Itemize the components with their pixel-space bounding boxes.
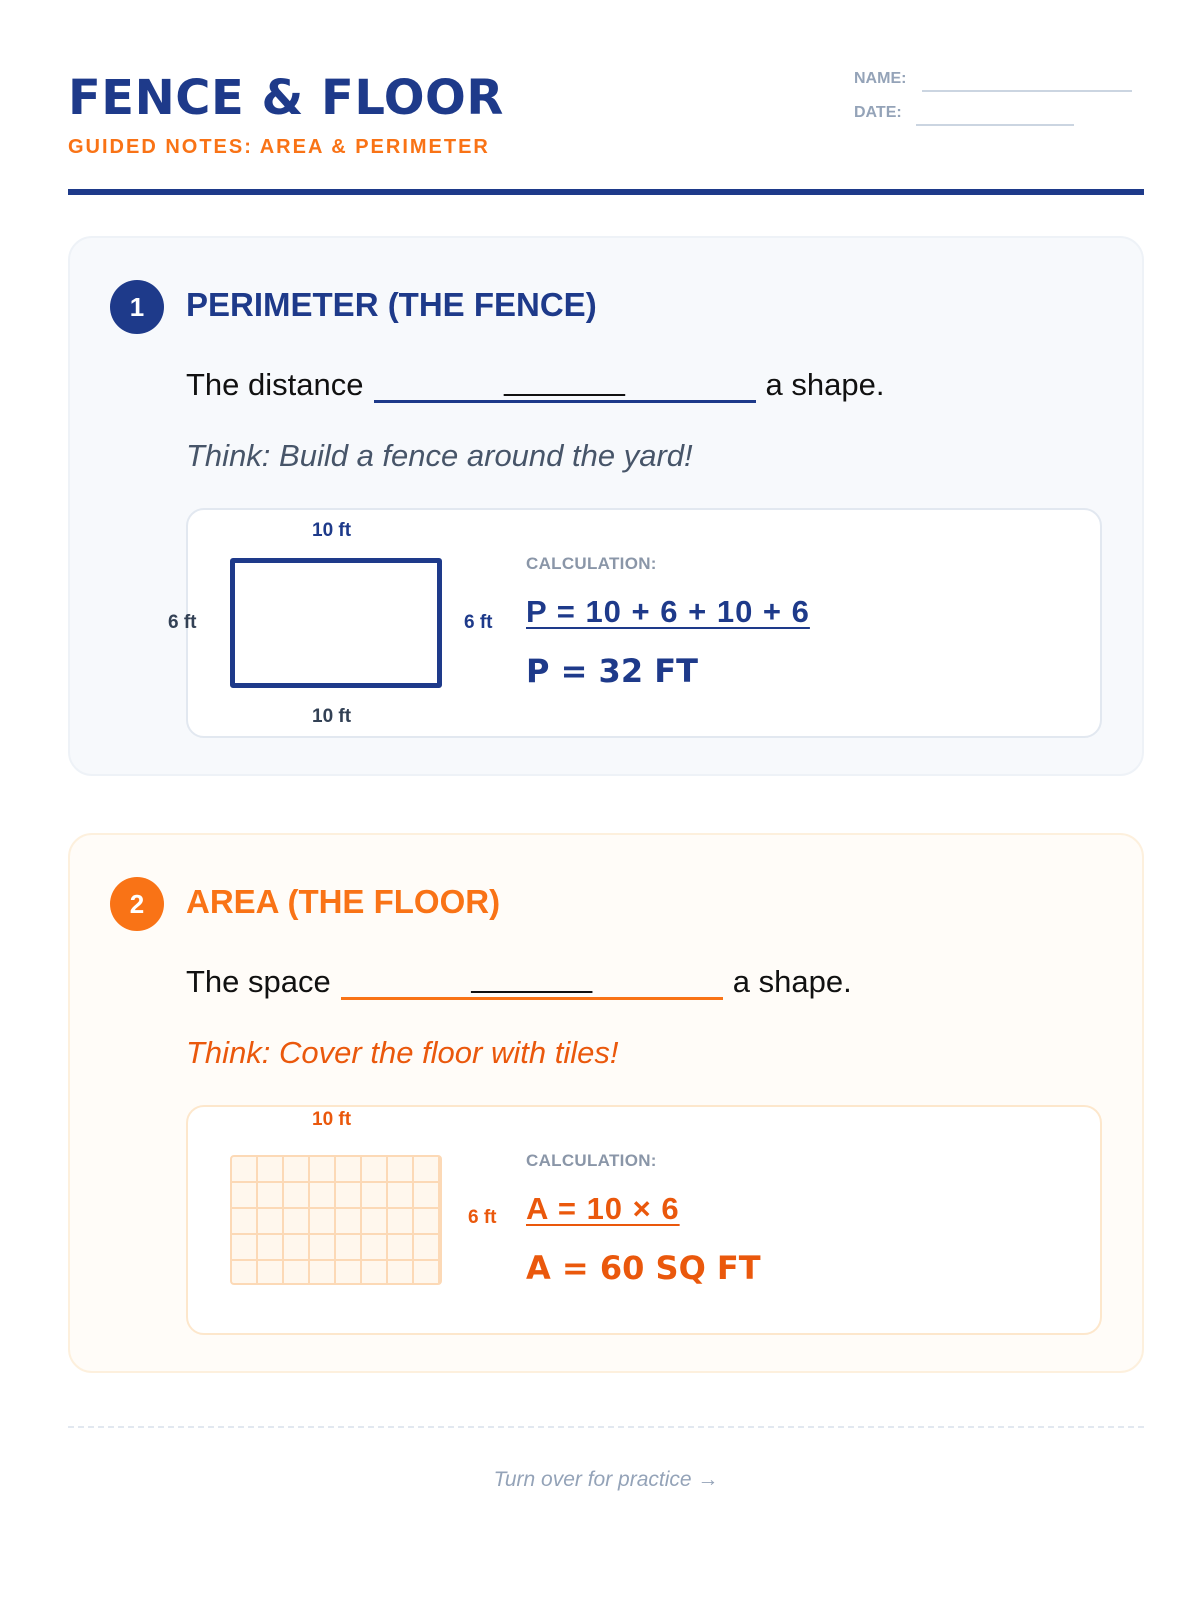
tile-grid <box>230 1155 442 1285</box>
area-formula: A = 10 × 6 <box>526 1191 680 1226</box>
example-box <box>168 508 1102 738</box>
section-number-badge: 2 <box>110 877 164 931</box>
blank-answer: _______ <box>471 959 593 994</box>
worksheet-title: FENCE & FLOOR <box>68 70 504 126</box>
dim-left-label: 6 ft <box>168 612 197 633</box>
dim-right-label: 6 ft <box>468 1207 497 1228</box>
section-number-badge: 1 <box>110 280 164 334</box>
perimeter-result: P = 32 FT <box>526 652 698 690</box>
footer-divider <box>68 1426 1144 1428</box>
area-section <box>68 833 1144 1373</box>
sentence-end: a shape. <box>765 367 885 402</box>
blank-answer: _______ <box>504 362 625 397</box>
sentence-start: The space <box>186 964 331 999</box>
calculation-label: CALCULATION: <box>526 554 657 573</box>
section-title: AREA (THE FLOOR) <box>186 883 501 920</box>
definition-sentence <box>186 364 884 403</box>
perimeter-formula: P = 10 + 6 + 10 + 6 <box>526 594 810 629</box>
dim-bottom-label: 10 ft <box>312 706 352 727</box>
think-hint: Think: Cover the floor with tiles! <box>186 1035 619 1070</box>
definition-sentence <box>186 961 852 1000</box>
fill-in-blank <box>341 961 723 1000</box>
perimeter-section <box>68 236 1144 776</box>
header-divider <box>68 189 1144 195</box>
dim-top-label: 10 ft <box>312 520 352 541</box>
name-row <box>854 68 1144 92</box>
date-row <box>854 102 1144 126</box>
example-box <box>186 1105 1102 1335</box>
sentence-start: The distance <box>186 367 364 402</box>
footer-note: Turn over for practice → <box>493 1468 719 1491</box>
calculation-label: CALCULATION: <box>526 1151 657 1170</box>
fence-rectangle <box>230 558 442 688</box>
date-line <box>916 124 1074 126</box>
fill-in-blank <box>374 364 756 403</box>
sentence-end: a shape. <box>732 964 852 999</box>
section-title: PERIMETER (THE FENCE) <box>186 286 597 323</box>
name-line <box>922 90 1132 92</box>
name-label: NAME: <box>854 70 907 87</box>
dim-right-label: 6 ft <box>464 612 493 633</box>
date-label: DATE: <box>854 104 902 121</box>
dim-top-label: 10 ft <box>312 1109 352 1130</box>
area-result: A = 60 SQ FT <box>526 1249 761 1287</box>
think-hint: Think: Build a fence around the yard! <box>186 438 693 473</box>
worksheet-subtitle: GUIDED NOTES: AREA & PERIMETER <box>68 136 490 158</box>
